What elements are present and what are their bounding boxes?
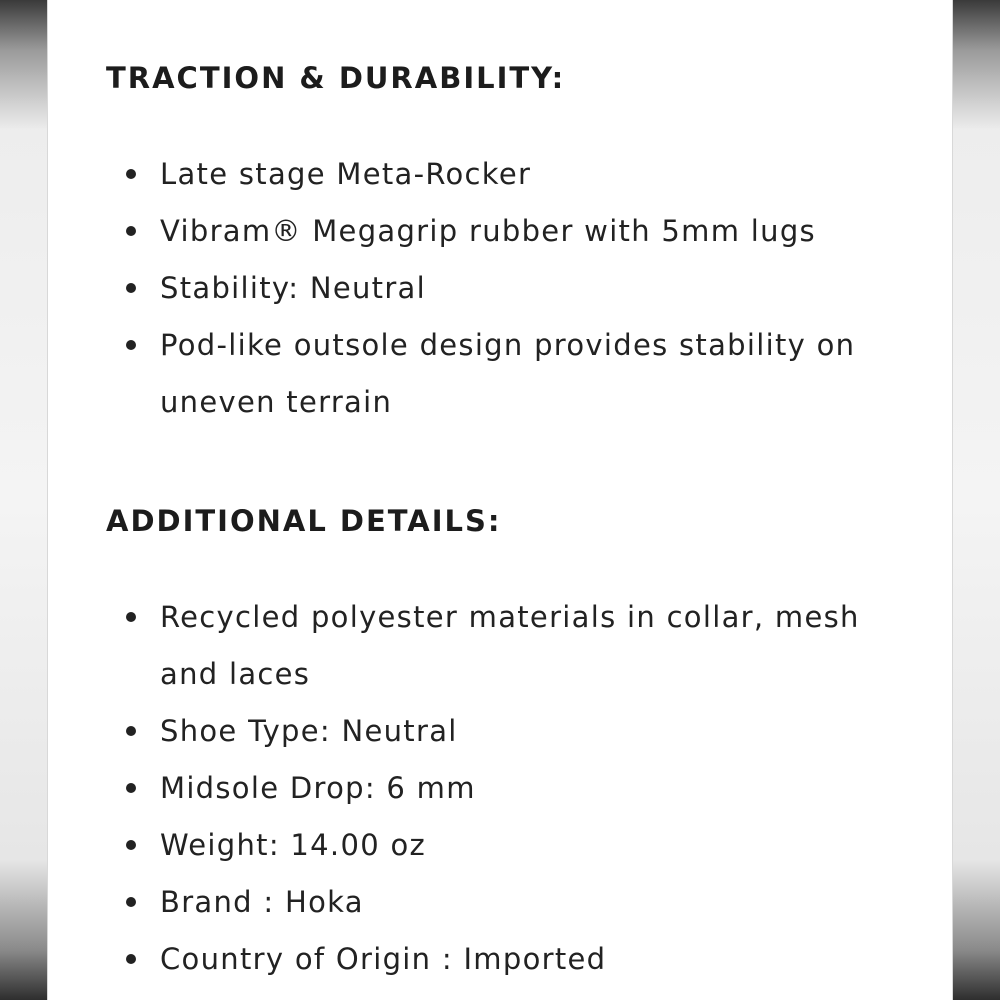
list-item-text: Recycled polyester materials in collar, mesh and laces xyxy=(160,600,860,691)
list-item-text: Vibram® Megagrip rubber with 5mm lugs xyxy=(160,214,816,248)
right-frame-edge xyxy=(952,0,1000,1000)
list-item xyxy=(160,703,920,760)
list-item-text: Midsole Drop: 6 mm xyxy=(160,771,476,805)
list-item xyxy=(160,146,920,203)
list-item-text: Brand : Hoka xyxy=(160,885,364,919)
list-item-text: Weight: 14.00 oz xyxy=(160,828,427,862)
list-item xyxy=(160,317,920,431)
bullet-icon xyxy=(126,726,136,736)
list-item-text: Late stage Meta-Rocker xyxy=(160,157,532,191)
list-item-text: Stability: Neutral xyxy=(160,271,426,305)
bullet-icon xyxy=(126,340,136,350)
bullet-icon xyxy=(126,612,136,622)
bullet-icon xyxy=(126,954,136,964)
list-item-text: Country of Origin : Imported xyxy=(160,942,607,976)
bullet-icon xyxy=(126,840,136,850)
product-details-panel xyxy=(48,0,952,1000)
list-item-text: Shoe Type: Neutral xyxy=(160,714,458,748)
bullet-icon xyxy=(126,283,136,293)
section-heading-traction: TRACTION & DURABILITY: xyxy=(106,61,566,95)
traction-list xyxy=(160,146,920,431)
bullet-icon xyxy=(126,897,136,907)
bullet-icon xyxy=(126,169,136,179)
list-item-text: Pod-like outsole design provides stability on uneven terrain xyxy=(160,328,856,419)
bullet-icon xyxy=(126,783,136,793)
list-item xyxy=(160,931,920,988)
list-item xyxy=(160,874,920,931)
list-item xyxy=(160,203,920,260)
bullet-icon xyxy=(126,226,136,236)
additional-details-list xyxy=(160,589,920,988)
section-heading-additional-details: ADDITIONAL DETAILS: xyxy=(106,504,502,538)
list-item xyxy=(160,817,920,874)
list-item xyxy=(160,260,920,317)
left-frame-edge xyxy=(0,0,48,1000)
list-item xyxy=(160,760,920,817)
list-item xyxy=(160,589,920,703)
